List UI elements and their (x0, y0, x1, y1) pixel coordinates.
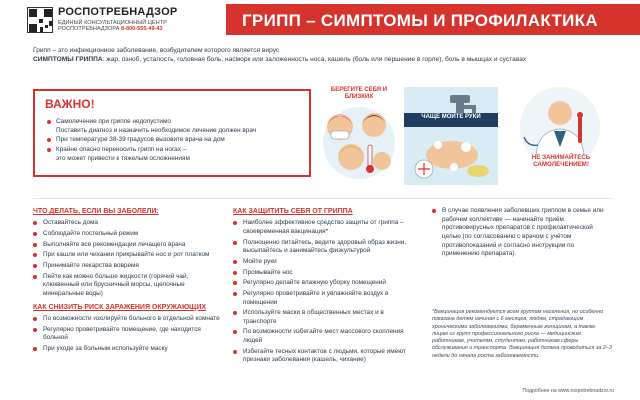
list-item: Наиболее эффективное средство защиты от гриппа – своевременная вакцинация* (233, 219, 417, 236)
warning-box (33, 89, 311, 177)
family-list (432, 207, 612, 259)
flu-definition: Грипп – это инфекционное заболевание, возбудителем которого является вирус (33, 47, 280, 54)
list-item: Выполняйте все рекомендации лечащего врача (33, 241, 223, 250)
list-item: Оставайтесь дома (33, 219, 223, 228)
brand-line1: ЕДИНЫЙ КОНСУЛЬТАЦИОННЫЙ ЦЕНТР (58, 20, 167, 26)
warning-item: Самолечение при гриппе недопустимо Поставить диагноз и назначить необходимое лечение должен врач (47, 118, 305, 135)
symptoms-label: СИМПТОМЫ ГРИППА (33, 55, 103, 63)
doctor-icon (504, 87, 616, 185)
handwash-illustration (404, 87, 498, 185)
ill-heading: ЧТО ДЕЛАТЬ, ЕСЛИ ВЫ ЗАБОЛЕЛИ: (33, 208, 159, 215)
header (0, 0, 640, 40)
faucet-icon (404, 87, 498, 185)
list-item: Регулярно делайте влажную уборку помещений (233, 279, 417, 288)
intro (33, 47, 613, 65)
list-item: Избегайте тесных контактов с людьми, которые имеют признаки заболевания (кашель, чихание) (233, 348, 417, 365)
protect-list (233, 219, 417, 365)
list-item: По возможности избегайте мест массового скопления людей (233, 328, 417, 345)
warning-title: ВАЖНО! (45, 97, 95, 111)
care-caption: БЕРЕГИТЕ СЕБЯ И БЛИЗКИХ (330, 87, 388, 100)
ill-column (33, 207, 223, 356)
list-item: При уходе за больным используйте маску (33, 345, 223, 354)
brand-subtitle (58, 20, 177, 33)
list-item: Регулярно проветривайте помещение, где находится больной (33, 326, 223, 343)
qr-code-icon (27, 7, 53, 33)
list-item: Промывайте нос (233, 269, 417, 278)
protect-column (233, 207, 417, 367)
list-item: При кашле или чихании прикрывайте нос и рот платком (33, 251, 223, 260)
list-item: Мойте руки (233, 258, 417, 267)
list-item: Используйте маски в общественных местах и в транспорте (233, 309, 417, 326)
wash-caption: ЧАЩЕ МОЙТЕ РУКИ (421, 114, 481, 120)
doctor-caption: НЕ ЗАНИМАЙТЕСЬ САМОЛЕЧЕНИЕМ! (512, 155, 610, 169)
symptoms-line (33, 56, 613, 65)
brand-name: РОСПОТРЕБНАДЗОР (58, 6, 178, 18)
list-item: В случае появления заболевших гриппом в семье или рабочем коллективе — начинайте приём противовирусных препаратов с профилактической целью (по согласованию с врачом с учётом противопоказаний и согласно инструкции по применению препарата). (432, 207, 612, 259)
warning-item: При температуре 38-39 градусов вызовите врача на дом (47, 136, 305, 145)
brand-block (58, 6, 177, 33)
list-item: Регулярно проветривайте и увлажняйте воздух в помещении (233, 290, 417, 307)
ill-list (33, 219, 223, 298)
list-item: По возможности изолируйте больного в отдельной комнате (33, 315, 223, 324)
list-item: Полноценно питайтесь, ведите здоровый образ жизни, высыпайтесь и занимайтесь физкультурой (233, 239, 417, 256)
family-illustration (320, 87, 398, 185)
warning-list (47, 118, 305, 164)
warning-item: Крайне опасно переносить грипп на ногах – это может привести к тяжелым осложнениям (47, 146, 305, 163)
brand-line2 (58, 26, 177, 32)
vaccination-note: *Вакцинация рекомендуется всем группам населения, но особенно показана детям начиная с 6 месяцев, людям, страдающим хроническими заболеваниями, беременным женщинам, а также лицам из групп профессионального риска — медицинским работникам, учителям, студентам, работникам сферы обслуживания и транспорта. Вакцинация должна проводиться за 2–3 недели до начала роста заболеваемости. (432, 309, 612, 359)
title-bar (226, 4, 640, 35)
brand-line2-prefix: РОСПОТРЕБНАДЗОРА (58, 26, 120, 33)
risk-heading: КАК СНИЗИТЬ РИСК ЗАРАЖЕНИЯ ОКРУЖАЮЩИХ (33, 303, 207, 311)
page-title: ГРИПП – СИМПТОМЫ И ПРОФИЛАКТИКА (242, 11, 598, 30)
section-divider (33, 198, 613, 199)
family-column (432, 207, 612, 261)
risk-list (33, 315, 223, 354)
list-item: Соблюдайте постельный режим (33, 230, 223, 239)
footer-link[interactable]: Подробнее на www.rospotrebnadzor.ru (522, 388, 614, 394)
protect-heading: КАК ЗАЩИТИТЬ СЕБЯ ОТ ГРИППА (233, 208, 353, 215)
family-icon (320, 101, 398, 185)
hotline-phone: 8-800-555-49-43 (120, 26, 163, 33)
list-item: Принимайте лекарства вовремя (33, 262, 223, 271)
doctor-illustration (504, 87, 616, 185)
symptoms-text: : жар, озноб, усталость, головная боль, насморк или заложенность носа, кашель (боль или першение в горле), боль в мышцах и суставах (102, 55, 527, 63)
list-item: Пейте как можно больше жидкости (горячий чай, клюквенный или брусничный морсы, щелочные минеральные воды) (33, 273, 223, 299)
